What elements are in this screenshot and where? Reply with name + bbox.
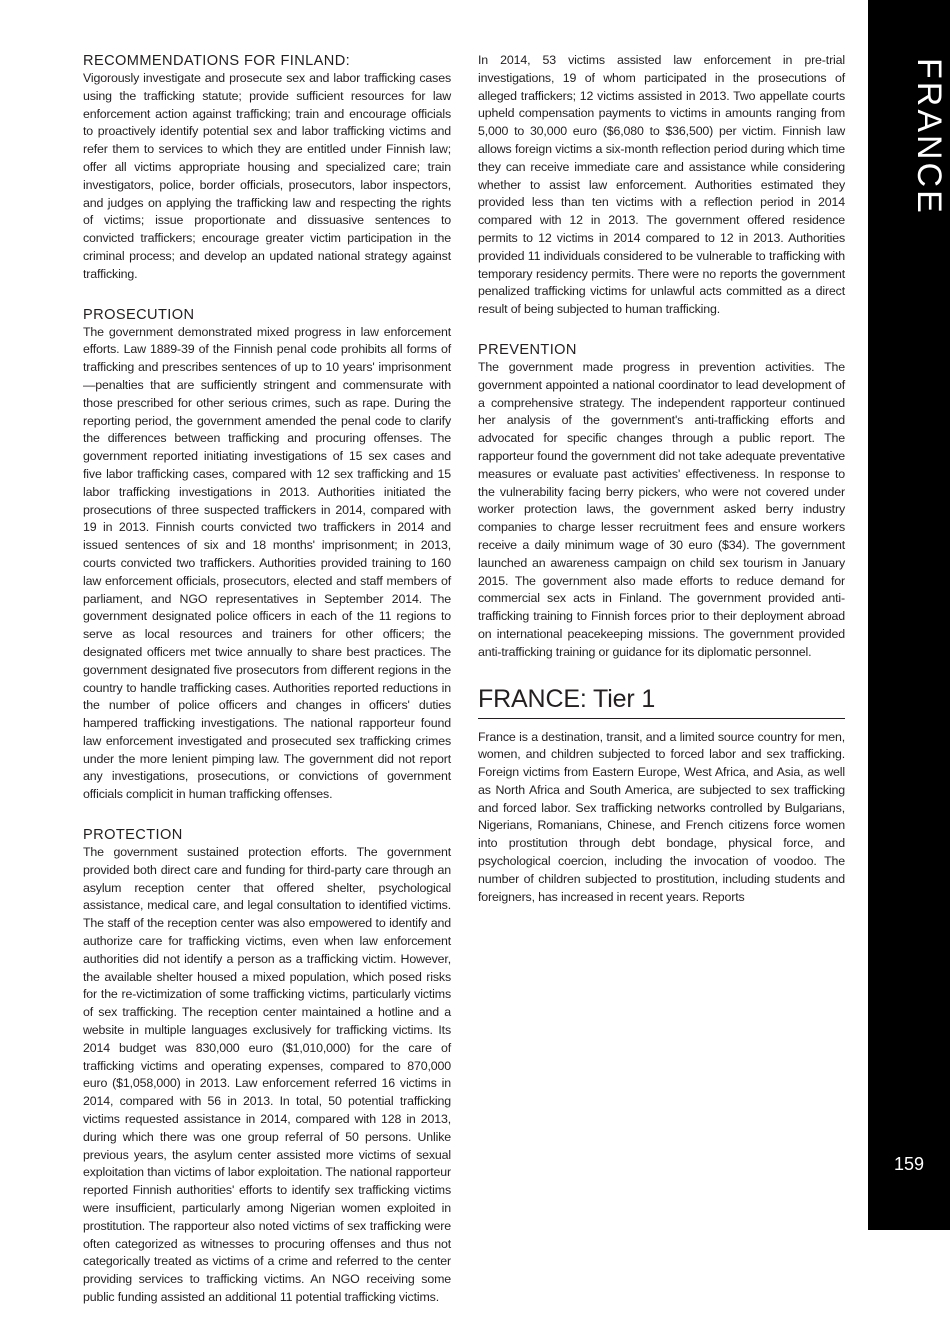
recommendations-text: Vigorously investigate and prosecute sex and labor trafficking cases using the trafficking statute; provide sufficient resources for law enforcement action against trafficking; train and encourage officials to proactively identify potential sex and labor trafficking victims and refer them to services to which they are entitled under Finnish law; offer all victims appropriate housing and specialized care; train investigators, police, border officials, prosecutors, labor inspectors, and judges on applying the trafficking law and respecting the rights of victims; issue proportionate and dissuasive sentences to convicted traffickers; encourage greater victim participation in the criminal process; and develop an updated national strategy against trafficking. [83, 71, 451, 281]
recommendations-heading: RECOMMENDATIONS FOR FINLAND: [83, 53, 351, 69]
protection-text: The government sustained protection efforts. The government provided both direct care and funding for third-party care through an asylum reception center that offered shelter, psychological assistance, medical care, and legal consultation to identified victims. The staff of the reception center was also empowered to identify and authorize care for trafficking victims, even when law enforcement authorities did not identify a person as a trafficking victim. However, the available shelter housed a mixed population, which posed risks for the re-victimization of some trafficking victims, particularly victims of sex trafficking. The reception center maintained a hotline and a website in multiple languages exclusively for trafficking victims. Its 2014 budget was 830,000 euro ($1,010,000) for the care of trafficking victims and operating expenses, compared to 870,000 euro ($1,058,000) in 2013. Law enforcement referred 16 victims in 2014, compared with 56 in 2013. In total, 50 potential trafficking victims requested assistance in 2014, compared with 128 in 2013, during which there was one group referral of 50 persons. Unlike previous years, the asylum center assisted more victims of sexual exploitation than victims of labor exploitation. The national rapporteur reported Finnish authorities' efforts to identify sex trafficking victims were insufficient, particularly among Nigerian women exploited in prostitution. The rapporteur also noted victims of sex trafficking were often categorized as witnesses to procuring offenses and thus not categorically treated as victims of a crime and referred to the center providing services to trafficking victims. An NGO receiving some public funding assisted an additional 11 potential trafficking victims. [83, 845, 451, 1304]
protection-section [83, 826, 451, 1307]
country-sidebar [868, 0, 950, 1230]
france-tier-title: FRANCE: Tier 1 [478, 684, 845, 719]
prosecution-heading: PROSECUTION [83, 306, 195, 323]
right-column [478, 52, 845, 916]
prevention-text: The government made progress in prevention activities. The government appointed a national coordinator to lead development of a comprehensive strategy. The independent rapporteur continued her analysis of the government's anti-trafficking efforts and advocated for specific changes through a public report. The rapporteur found the government did not take adequate preventative measures or evaluate past activities' effectiveness. In response to the vulnerability facing berry pickers, who were not covered under worker protection laws, the government asked berry industry companies to charge lesser recruitment fees and ensure workers receive a daily minimum wage of 30 euro ($34). The government launched an awareness campaign on child sex tourism in January 2015. The government also made efforts to reduce demand for commercial sex acts in Finland. The government provided anti-trafficking training to Finnish forces prior to their deployment abroad on international peacekeeping missions. The government provided anti-trafficking training or guidance for its diplomatic personnel. [478, 359, 845, 659]
prosecution-text: The government demonstrated mixed progress in law enforcement efforts. Law 1889-39 of the Finnish penal code prohibits all forms of trafficking and prescribes sentences of up to 10 years' imprisonment—penalties that are sufficiently stringent and commensurate with those prescribed for other serious crimes, such as rape. During the reporting period, the government amended the penal code to clarify the differences between trafficking and procuring offenses. The government reported initiating investigations of 15 sex cases and five labor trafficking cases, compared with 12 sex trafficking and 15 labor trafficking investigations in 2013. Authorities initiated the prosecutions of three suspected traffickers in 2014, compared with 19 in 2013. Finnish courts convicted two traffickers in 2014 and issued sentences of six and 18 months' imprisonment; in 2013, courts convicted two traffickers. Authorities provided training to 160 law enforcement officials, prosecutors, elected and staff members of parliament, and NGO representatives in September 2014. The government designated police officers in each of the 11 regions to serve as local resources and trainers for other officers; the designated officers met twice annually to share best practices. The government designated five prosecutors from different regions in the country to handle trafficking cases. Authorities reported reductions in the number of police officers and changes in officers' duties hampered trafficking investigations. The national rapporteur found law enforcement investigated and prosecuted sex trafficking crimes under the more lenient pimping law. The government did not report any investigations, prosecutions, or convictions of government officials complicit in human trafficking offenses. [83, 324, 451, 802]
prevention-section [478, 341, 845, 662]
prevention-heading: PREVENTION [478, 341, 577, 358]
left-column [83, 52, 451, 1329]
sidebar-country-label: FRANCE [910, 58, 948, 216]
page-number: 159 [893, 1154, 925, 1174]
france-intro-text: France is a destination, transit, and a limited source country for men, women, and children subjected to forced labor and sex trafficking. Foreign victims from Eastern Europe, West Africa, and Asia, as well as North Africa and South America, are subjected to sex trafficking and forced labor. Sex trafficking networks controlled by Bulgarians, Nigerians, Romanians, Chinese, and French citizens force women into prostitution through debt bondage, physical force, and psychological coercion, including the invocation of voodoo. The number of children subjected to prostitution, including students and foreigners, has increased in recent years. Reports [478, 729, 845, 904]
recommendations-section [83, 52, 451, 284]
protection-text-continued: In 2014, 53 victims assisted law enforcement in pre-trial investigations, 19 of whom participated in the prosecutions of alleged traffickers; 12 victims assisted in 2013. Two appellate courts upheld compensation payments to victims in amounts ranging from 5,000 to 30,000 euro ($6,080 to $36,500) per victim. Finnish law allows foreign victims a six-month reflection period during which time they can receive immediate care and assistance while considering whether to assist law enforcement. Authorities estimated they provided less than ten victims with a reflection period in 2014 compared with 12 in 2013. The government offered residence permits to 12 victims in 2014 compared to 12 in 2013. Authorities provided 11 individuals considered to be vulnerable to trafficking with temporary residency permits. There were no reports the government penalized trafficking victims for unlawful acts committed as a direct result of being subjected to human trafficking. [478, 53, 845, 317]
protection-heading: PROTECTION [83, 827, 183, 844]
prosecution-section [83, 306, 451, 805]
